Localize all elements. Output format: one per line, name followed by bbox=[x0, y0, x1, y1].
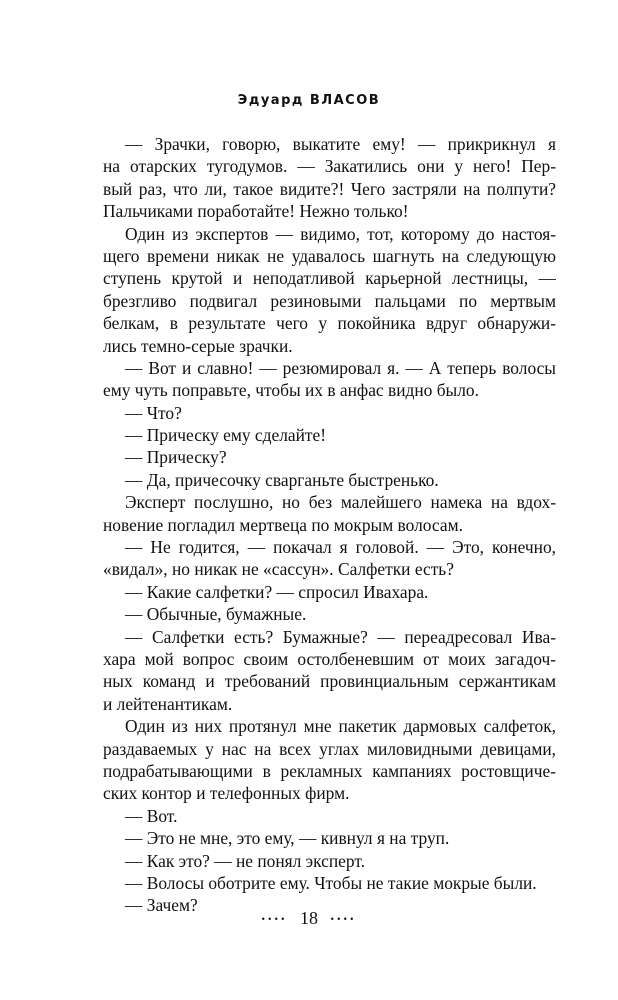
text-line: — Вот и славно! — резюмировал я. — А теперь волосы bbox=[125, 357, 556, 378]
text-line: Пальчиками поработайте! Нежно только! bbox=[103, 201, 409, 222]
page-footer bbox=[0, 908, 618, 929]
text-line: ему чуть поправьте, чтобы их в анфас видно было. bbox=[103, 380, 479, 401]
text-line: Один из экспертов — видимо, тот, которому до настоя- bbox=[125, 223, 556, 244]
text-line: «видал», но никак не «сассун». Салфетки есть? bbox=[103, 559, 454, 580]
text-line: подрабатывающими в рекламных кампаниях ростовщиче- bbox=[103, 760, 556, 781]
text-line: ских контор и телефонных фирм. bbox=[103, 783, 350, 804]
text-line: — Прическу ему сделайте! bbox=[125, 425, 327, 446]
text-line: — Что? bbox=[125, 402, 182, 423]
text-line: вый раз, что ли, такое видите?! Чего застряли на полпути? bbox=[103, 178, 556, 199]
text-line: — Да, причесочку сварганьте быстренько. bbox=[125, 469, 439, 490]
footer-ornament-right: •••• bbox=[330, 914, 357, 926]
text-line: — Прическу? bbox=[125, 447, 227, 468]
text-line: — Какие салфетки? — спросил Ивахара. bbox=[125, 581, 429, 602]
text-line: — Салфетки есть? Бумажные? — переадресовал Ива- bbox=[125, 626, 556, 647]
text-line: лись темно-серые зрачки. bbox=[103, 335, 293, 356]
page-number: 18 bbox=[300, 908, 318, 928]
text-line: новение погладил мертвеца по мокрым волосам. bbox=[103, 514, 463, 535]
text-line: ступень крутой и неподатливой карьерной лестницы, — bbox=[103, 268, 556, 289]
body-text bbox=[103, 133, 556, 917]
text-line: — Обычные, бумажные. bbox=[125, 604, 307, 625]
text-line: Один из них протянул мне пакетик дармовых салфеток, bbox=[125, 716, 556, 737]
text-line: раздаваемых у нас на всех углах миловидными девицами, bbox=[103, 738, 556, 759]
text-line: — Это не мне, это ему, — кивнул я на труп. bbox=[125, 828, 450, 849]
running-header-author: Эдуард ВЛАСОВ bbox=[237, 93, 381, 108]
text-line: на отарских тугодумов. — Закатились они у него! Пер- bbox=[103, 156, 556, 177]
text-line: — Вот. bbox=[125, 805, 178, 826]
text-line: — Не годится, — покачал я головой. — Это, конечно, bbox=[125, 537, 556, 558]
text-line: — Зачем? bbox=[125, 895, 198, 916]
text-line: брезгливо подвигал резиновыми пальцами по мертвым bbox=[103, 290, 556, 311]
text-line: — Волосы оботрите ему. Чтобы не такие мокрые были. bbox=[125, 872, 537, 893]
text-line: ных команд и требований провинциальным сержантикам bbox=[103, 671, 556, 692]
text-line: белкам, в результате чего у покойника вдруг обнаружи- bbox=[103, 313, 556, 334]
footer-ornament-left: •••• bbox=[261, 914, 288, 926]
text-line: — Зрачки, говорю, выкатите ему! — прикрикнул я bbox=[125, 134, 556, 154]
text-line: и лейтенантикам. bbox=[103, 693, 233, 714]
text-line: Эксперт послушно, но без малейшего намека на вдох- bbox=[125, 492, 556, 513]
text-line: щего времени никак не удавалось шагнуть на следующую bbox=[103, 245, 556, 266]
text-line: — Как это? — не понял эксперт. bbox=[125, 850, 365, 871]
text-line: хара мой вопрос своим остолбеневшим от моих загадоч- bbox=[103, 648, 556, 669]
